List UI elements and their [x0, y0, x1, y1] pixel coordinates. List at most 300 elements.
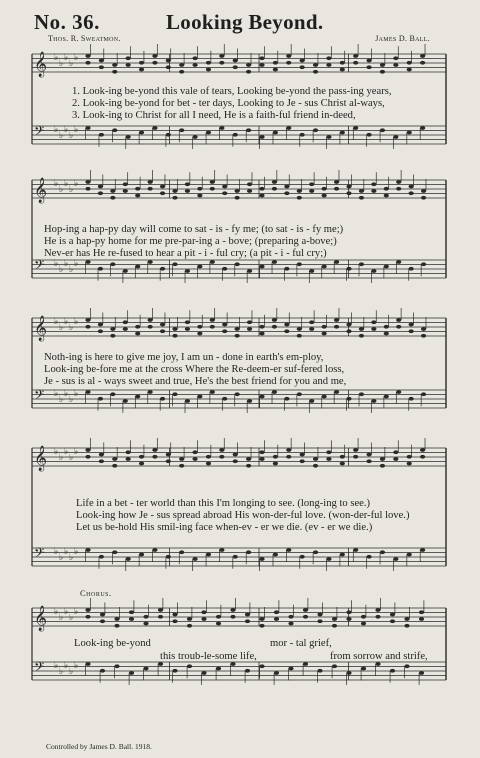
note-head [409, 267, 414, 271]
note-head [222, 329, 227, 333]
note-head [185, 327, 190, 331]
note-head [284, 397, 289, 401]
treble-clef-icon: 𝄞 [34, 178, 48, 203]
note-head [160, 267, 165, 271]
note-head [245, 619, 250, 623]
note-head [284, 185, 289, 189]
note-head [340, 131, 345, 135]
flat-icon: ♭ [74, 125, 79, 135]
note-head [179, 550, 184, 554]
note-head [421, 189, 426, 193]
note-head [272, 325, 277, 329]
note-head [235, 392, 240, 396]
note-head [393, 63, 398, 67]
note-head [420, 126, 425, 130]
flat-icon: ♭ [69, 265, 74, 275]
note-head [313, 70, 318, 74]
note-head [123, 399, 128, 403]
hymn-number: No. 36. [34, 10, 100, 34]
note-head [172, 196, 177, 200]
note-head [110, 327, 115, 331]
note-head [313, 457, 318, 461]
note-head [166, 65, 171, 69]
note-head [326, 457, 331, 461]
note-head [407, 131, 412, 135]
verse-1-line-3: Noth-ing is here to give me joy, I am un - done in earth's em-ploy, [44, 352, 324, 363]
note-head [148, 260, 153, 264]
note-head [201, 610, 206, 614]
note-head [393, 135, 398, 139]
note-head [172, 619, 177, 623]
note-head [322, 194, 327, 198]
note-head [222, 323, 227, 327]
note-head [384, 265, 389, 269]
note-head [235, 196, 240, 200]
note-head [340, 61, 345, 65]
note-head [404, 617, 409, 621]
note-head [309, 269, 314, 273]
note-head [246, 128, 251, 132]
note-head [353, 448, 358, 452]
note-head [309, 189, 314, 193]
note-head [346, 185, 351, 189]
note-head [322, 332, 327, 336]
note-head [185, 269, 190, 273]
flat-icon: ♭ [64, 317, 69, 327]
note-head [259, 325, 264, 329]
note-head [380, 464, 385, 468]
note-head [135, 187, 140, 191]
note-head [420, 448, 425, 452]
note-head [99, 453, 104, 457]
note-head [85, 180, 90, 184]
note-head [99, 459, 104, 463]
flat-icon: ♭ [69, 323, 74, 333]
note-head [340, 553, 345, 557]
note-head [85, 54, 90, 58]
note-head [286, 54, 291, 58]
note-head [98, 267, 103, 271]
note-head [85, 615, 90, 619]
note-head [99, 133, 104, 137]
note-head [334, 187, 339, 191]
note-head [384, 395, 389, 399]
note-head [192, 56, 197, 60]
note-head [158, 608, 163, 612]
note-head [286, 126, 291, 130]
flat-icon: ♭ [74, 661, 79, 671]
verse-2-line-2: He is a hap-py home for me pre-par-ing a - bove; (preparing a-bove;) [44, 236, 337, 247]
note-head [309, 327, 314, 331]
verse-3-line-2: Nev-er has He re-fused to hear a pit - i - ful cry; (a pit - i - ful cry;) [44, 248, 327, 259]
flat-icon: ♭ [74, 389, 79, 399]
note-head [233, 65, 238, 69]
note-head [300, 459, 305, 463]
flat-icon: ♭ [54, 259, 59, 269]
chorus-line-1-b: mor - tal grief, [270, 638, 332, 649]
note-head [340, 455, 345, 459]
note-head [300, 133, 305, 137]
note-head [166, 459, 171, 463]
note-head [407, 462, 412, 466]
note-head [166, 133, 171, 137]
note-head [309, 320, 314, 324]
note-head [233, 555, 238, 559]
note-head [346, 267, 351, 271]
note-head [303, 615, 308, 619]
note-head [272, 180, 277, 184]
note-head [172, 327, 177, 331]
note-head [210, 390, 215, 394]
note-head [166, 555, 171, 559]
flat-icon: ♭ [69, 185, 74, 195]
note-head [259, 624, 264, 628]
flat-icon: ♭ [74, 317, 79, 327]
note-head [247, 399, 252, 403]
note-head [284, 323, 289, 327]
lyricist-credit: Thos. R. Sweatmon. [48, 34, 121, 43]
flat-icon: ♭ [59, 131, 64, 141]
note-head [409, 191, 414, 195]
note-head [384, 332, 389, 336]
note-head [216, 615, 221, 619]
copyright-footer: Controlled by James D. Ball. 1918. [46, 742, 152, 751]
flat-icon: ♭ [69, 131, 74, 141]
note-head [396, 325, 401, 329]
note-head [172, 262, 177, 266]
note-head [393, 457, 398, 461]
note-head [222, 397, 227, 401]
flat-icon: ♭ [54, 547, 59, 557]
note-head [126, 457, 131, 461]
note-head [197, 187, 202, 191]
note-head [210, 187, 215, 191]
flat-icon: ♭ [64, 661, 69, 671]
note-head [286, 448, 291, 452]
note-head [233, 459, 238, 463]
note-head [192, 457, 197, 461]
note-head [353, 126, 358, 130]
flat-icon: ♭ [64, 179, 69, 189]
note-head [407, 455, 412, 459]
note-head [235, 327, 240, 331]
note-head [246, 70, 251, 74]
note-head [332, 624, 337, 628]
note-head [334, 390, 339, 394]
note-head [334, 325, 339, 329]
note-head [85, 455, 90, 459]
note-head [286, 455, 291, 459]
chorus-label: Chorus. [80, 588, 112, 598]
note-head [396, 187, 401, 191]
note-head [206, 61, 211, 65]
note-head [148, 180, 153, 184]
note-head [235, 262, 240, 266]
note-head [272, 260, 277, 264]
note-head [187, 624, 192, 628]
flat-icon: ♭ [54, 607, 59, 617]
note-head [346, 617, 351, 621]
note-head [346, 397, 351, 401]
note-head [85, 260, 90, 264]
note-head [309, 399, 314, 403]
note-head [359, 262, 364, 266]
bass-clef-icon: 𝄢 [34, 659, 45, 678]
note-head [359, 189, 364, 193]
note-head [371, 399, 376, 403]
note-head [361, 622, 366, 626]
note-head [110, 392, 115, 396]
note-head [380, 457, 385, 461]
note-head [98, 397, 103, 401]
note-head [139, 68, 144, 72]
note-head [309, 182, 314, 186]
note-head [393, 450, 398, 454]
note-head [143, 622, 148, 626]
note-head [98, 191, 103, 195]
note-head [273, 455, 278, 459]
note-head [179, 464, 184, 468]
note-head [366, 65, 371, 69]
verse-1-line-2: Hop-ing a hap-py day will come to sat - is - fy me; (to sat - is - fy me;) [44, 224, 344, 235]
note-head [353, 54, 358, 58]
note-head [219, 126, 224, 130]
note-head [85, 126, 90, 130]
note-head [420, 455, 425, 459]
note-head [246, 457, 251, 461]
note-head [135, 194, 140, 198]
note-head [409, 185, 414, 189]
flat-icon: ♭ [54, 389, 59, 399]
flat-icon: ♭ [69, 613, 74, 623]
note-head [353, 455, 358, 459]
note-head [375, 608, 380, 612]
note-head [139, 131, 144, 135]
note-head [409, 323, 414, 327]
music-system-5 [30, 598, 448, 734]
note-head [114, 624, 119, 628]
flat-icon: ♭ [64, 53, 69, 63]
note-head [126, 63, 131, 67]
flat-icon: ♭ [64, 607, 69, 617]
note-head [371, 182, 376, 186]
note-head [326, 557, 331, 561]
note-head [359, 327, 364, 331]
note-head [303, 662, 308, 666]
note-head [326, 56, 331, 60]
note-head [288, 667, 293, 671]
note-head [272, 390, 277, 394]
note-head [152, 61, 157, 65]
note-head [366, 133, 371, 137]
note-head [272, 318, 277, 322]
note-head [259, 135, 264, 139]
note-head [185, 189, 190, 193]
note-head [371, 269, 376, 273]
treble-clef-icon: 𝄞 [34, 316, 48, 341]
note-head [112, 128, 117, 132]
note-head [210, 180, 215, 184]
note-head [98, 323, 103, 327]
note-head [152, 448, 157, 452]
note-head [259, 187, 264, 191]
note-head [421, 262, 426, 266]
note-head [284, 191, 289, 195]
note-head [230, 608, 235, 612]
note-head [393, 56, 398, 60]
note-head [247, 189, 252, 193]
note-head [384, 194, 389, 198]
flat-icon: ♭ [69, 453, 74, 463]
note-head [216, 622, 221, 626]
note-head [274, 671, 279, 675]
note-head [166, 59, 171, 63]
flat-icon: ♭ [54, 661, 59, 671]
note-head [197, 194, 202, 198]
flat-icon: ♭ [59, 667, 64, 677]
note-head [396, 180, 401, 184]
note-head [85, 448, 90, 452]
note-head [123, 182, 128, 186]
note-head [158, 615, 163, 619]
note-head [98, 185, 103, 189]
note-head [160, 397, 165, 401]
note-head [197, 325, 202, 329]
note-head [419, 671, 424, 675]
flat-icon: ♭ [69, 553, 74, 563]
note-head [334, 318, 339, 322]
note-head [85, 187, 90, 191]
note-head [143, 667, 148, 671]
note-head [126, 557, 131, 561]
note-head [172, 392, 177, 396]
note-head [206, 131, 211, 135]
note-head [179, 70, 184, 74]
note-head [187, 617, 192, 621]
note-head [185, 182, 190, 186]
note-head [123, 189, 128, 193]
note-head [419, 610, 424, 614]
flat-icon: ♭ [64, 125, 69, 135]
verse-3-line-3: Je - sus is al - ways sweet and true, He's the best friend for you and me, [44, 376, 347, 387]
note-head [247, 182, 252, 186]
verse-1-line-1: 1. Look-ing be-yond this vale of tears, Looking be-yond the pass-ing years, [72, 86, 392, 97]
note-head [192, 557, 197, 561]
note-head [152, 54, 157, 58]
note-head [353, 61, 358, 65]
note-head [114, 617, 119, 621]
note-head [359, 334, 364, 338]
note-head [129, 617, 134, 621]
note-head [129, 610, 134, 614]
note-head [160, 323, 165, 327]
note-head [273, 68, 278, 72]
note-head [317, 613, 322, 617]
note-head [139, 553, 144, 557]
note-head [210, 260, 215, 264]
chorus-line-2-a: this troub-le-some life, [160, 651, 257, 662]
note-head [300, 59, 305, 63]
note-head [139, 455, 144, 459]
note-head [340, 462, 345, 466]
note-head [110, 334, 115, 338]
note-head [366, 459, 371, 463]
note-head [160, 191, 165, 195]
note-head [148, 325, 153, 329]
note-head [421, 327, 426, 331]
note-head [148, 390, 153, 394]
note-head [380, 63, 385, 67]
note-head [322, 265, 327, 269]
note-head [99, 59, 104, 63]
note-head [85, 662, 90, 666]
note-head [185, 399, 190, 403]
note-head [297, 196, 302, 200]
note-head [192, 450, 197, 454]
note-head [404, 624, 409, 628]
note-head [371, 320, 376, 324]
note-head [390, 619, 395, 623]
note-head [172, 189, 177, 193]
note-head [246, 550, 251, 554]
note-head [100, 669, 105, 673]
note-head [274, 617, 279, 621]
note-head [297, 189, 302, 193]
note-head [185, 320, 190, 324]
note-head [286, 548, 291, 552]
flat-icon: ♭ [64, 547, 69, 557]
note-head [135, 395, 140, 399]
hymn-title: Looking Beyond. [166, 10, 324, 34]
note-head [297, 262, 302, 266]
note-head [390, 669, 395, 673]
note-head [230, 615, 235, 619]
note-head [273, 462, 278, 466]
note-head [246, 63, 251, 67]
note-head [322, 187, 327, 191]
note-head [85, 608, 90, 612]
note-head [317, 619, 322, 623]
note-head [100, 613, 105, 617]
flat-icon: ♭ [54, 447, 59, 457]
flat-icon: ♭ [74, 547, 79, 557]
flat-icon: ♭ [54, 179, 59, 189]
note-head [334, 180, 339, 184]
flat-icon: ♭ [59, 453, 64, 463]
note-head [160, 329, 165, 333]
note-head [366, 59, 371, 63]
note-head [384, 325, 389, 329]
note-head [326, 63, 331, 67]
note-head [259, 63, 264, 67]
note-head [85, 548, 90, 552]
note-head [396, 390, 401, 394]
note-head [259, 395, 264, 399]
flat-icon: ♭ [74, 53, 79, 63]
note-head [179, 128, 184, 132]
note-head [407, 61, 412, 65]
note-head [201, 617, 206, 621]
note-head [407, 553, 412, 557]
note-head [98, 329, 103, 333]
flat-icon: ♭ [59, 613, 64, 623]
flat-icon: ♭ [74, 607, 79, 617]
note-head [359, 196, 364, 200]
note-head [313, 63, 318, 67]
note-head [340, 68, 345, 72]
flat-icon: ♭ [64, 389, 69, 399]
note-head [313, 464, 318, 468]
